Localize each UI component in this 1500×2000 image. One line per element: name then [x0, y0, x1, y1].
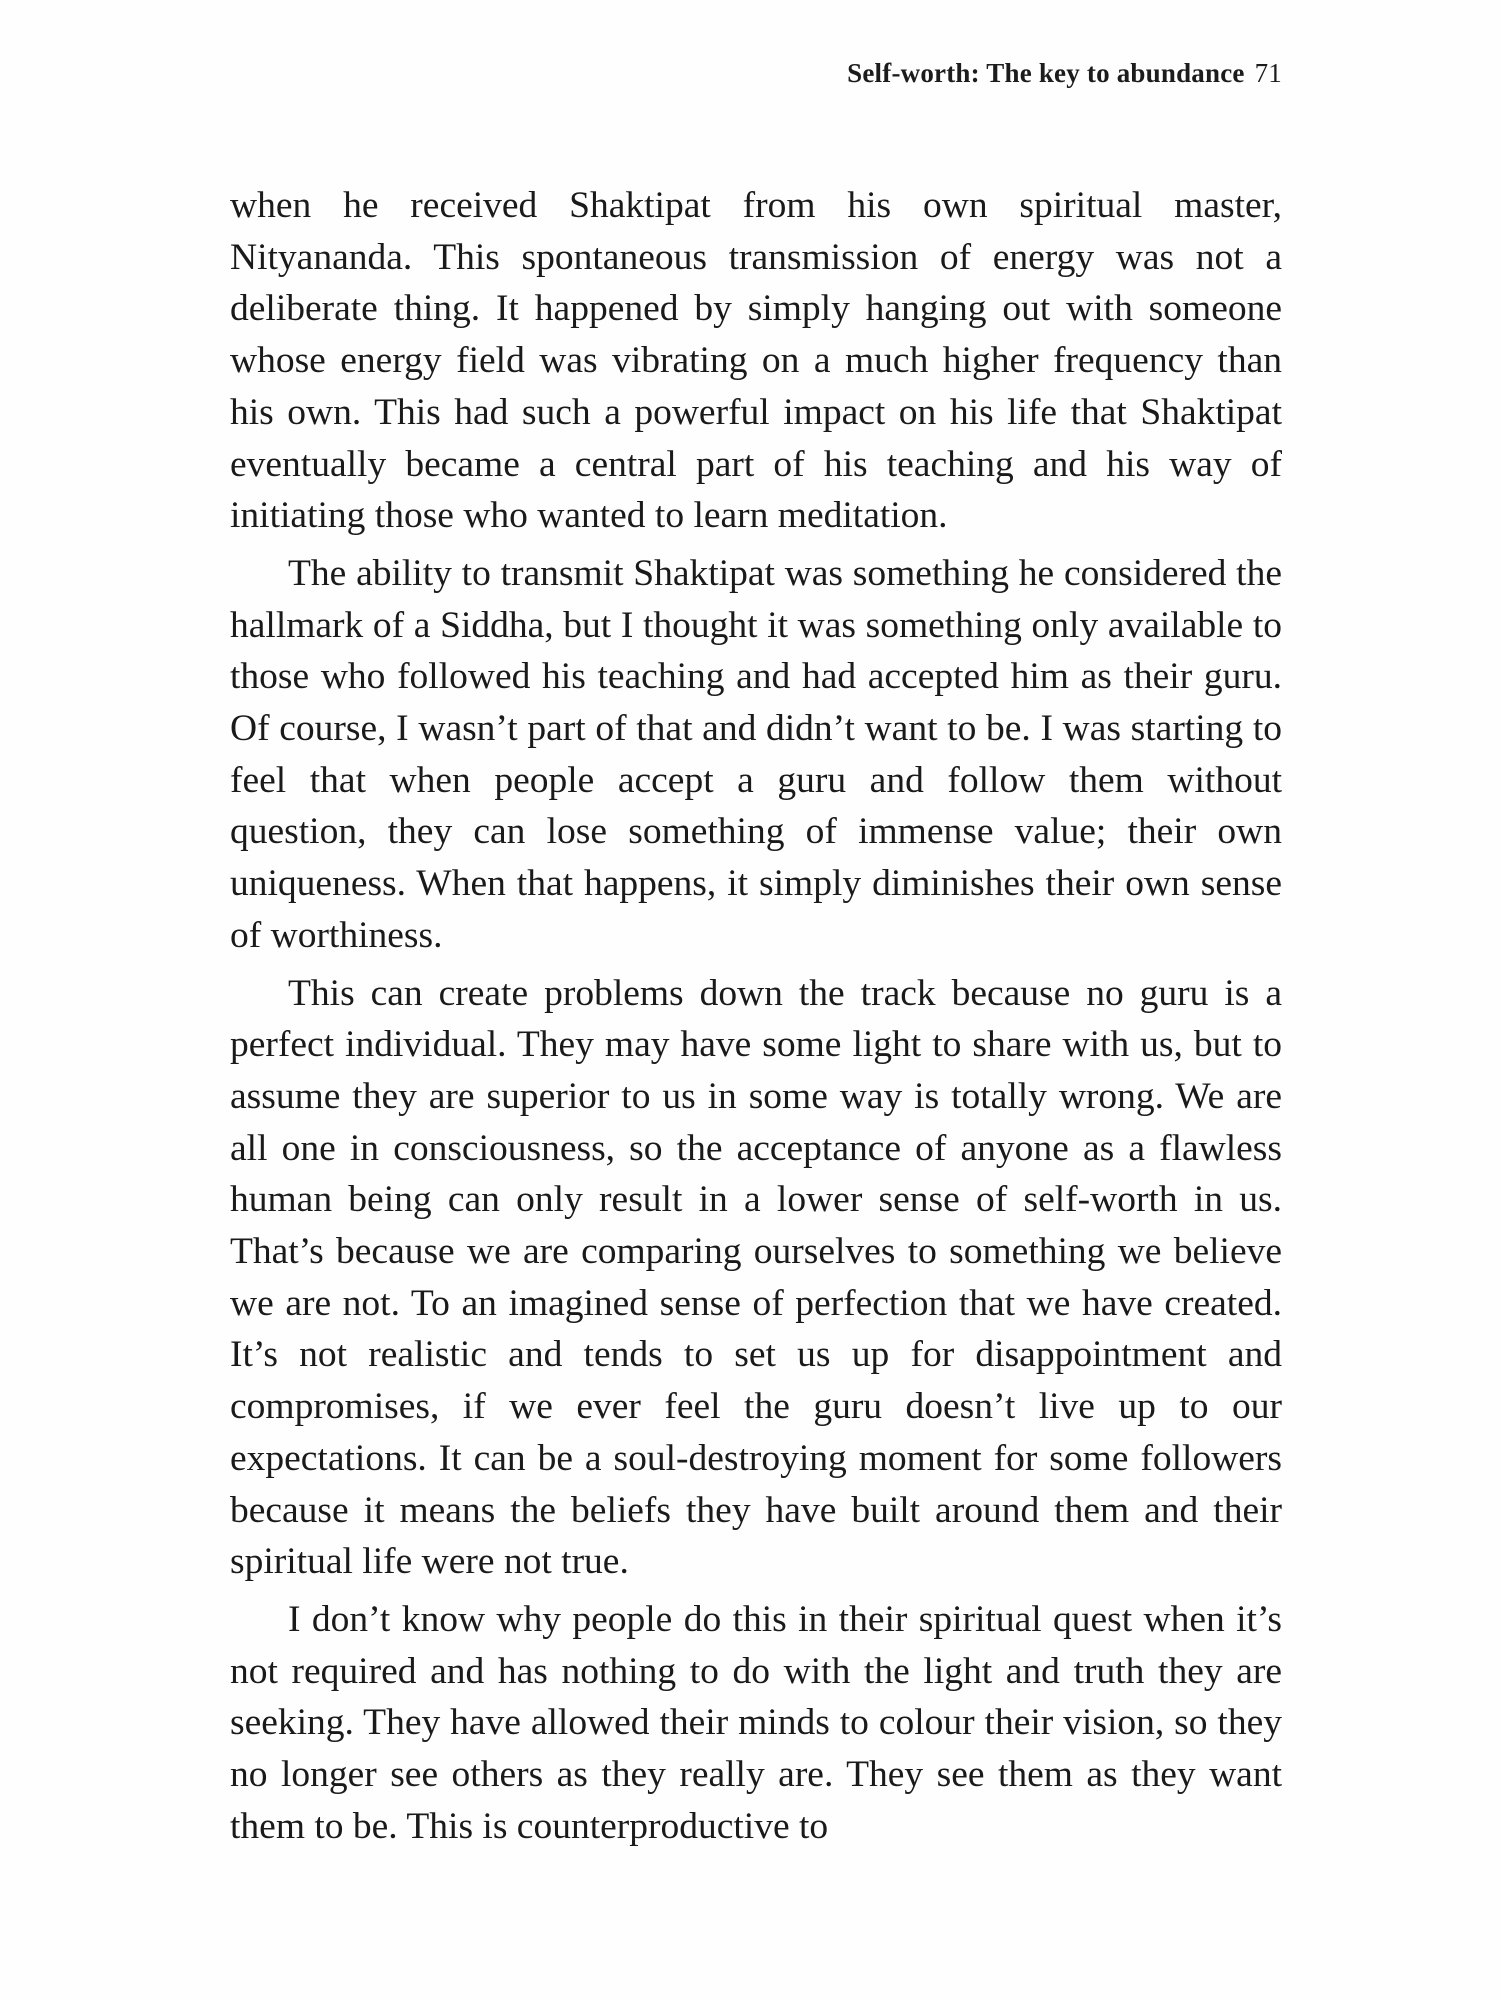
paragraph-3: This can create problems down the track because no guru is a perfect individual. They may have some light to share with us, but to assume they are superior to us in some way is totally wrong. We are all one in consciousness, so the acceptance of anyone as a flawless human being can only result in a lower sense of self-worth in us. That’s because we are comparing ourselves to something we believe we are not. To an imagined sense of perfection that we have created. It’s not realistic and tends to set us up for disappointment and compromises, if we ever feel the guru doesn’t live up to our expectations. It can be a soul-destroying moment for some followers because it means the beliefs they have built around them and their spiritual life were not true.	[230, 972, 1282, 1583]
body-text	[230, 180, 1282, 1853]
running-title: Self-worth: The key to abundance	[847, 58, 1245, 88]
paragraph-4: I don’t know why people do this in their spiritual quest when it’s not required and has nothing to do with the light and truth they are seeking. They have allowed their minds to colour their vision, so they no longer see others as they really are. They see them as they want them to be. This is counterproductive to	[230, 1598, 1282, 1847]
paragraph-2: The ability to transmit Shaktipat was something he considered the hallmark of a Siddha, but I thought it was something only available to those who followed his teaching and had accepted him as their guru. Of course, I wasn’t part of that and didn’t want to be. I was starting to feel that when people accept a guru and follow them without question, they can lose something of immense value; their own uniqueness. When that happens, it simply diminishes their own sense of worthiness.	[230, 552, 1282, 956]
running-header	[230, 58, 1282, 89]
paragraph-1: when he received Shaktipat from his own spiritual master, Nityananda. This spontaneous transmission of energy was not a deliberate thing. It happened by simply hanging out with someone whose energy field was vibrating on a much higher frequency than his own. This had such a powerful impact on his life that Shaktipat eventually became a central part of his teaching and his way of initiating those who wanted to learn meditation.	[230, 185, 1282, 537]
page-number: 71	[1254, 58, 1282, 88]
